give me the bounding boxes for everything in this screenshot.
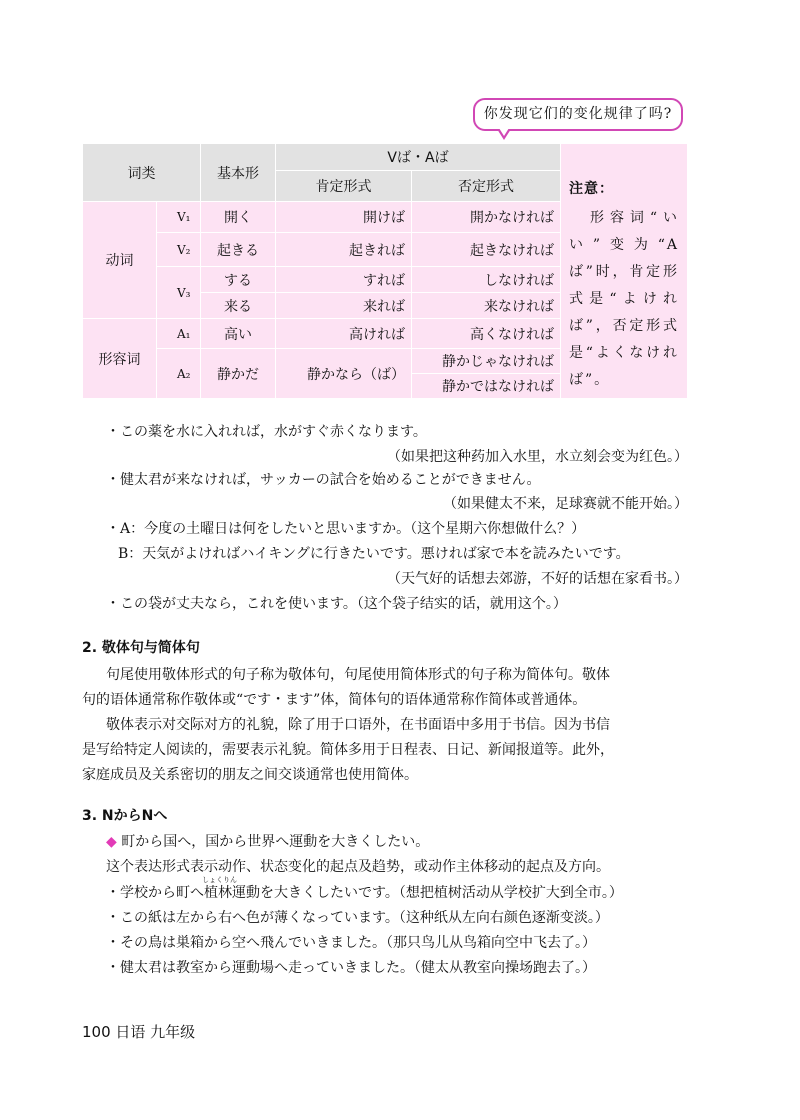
base-cell: 来る bbox=[201, 293, 276, 319]
base-cell: 高い bbox=[201, 319, 276, 349]
negative-cell: 開かなければ bbox=[412, 202, 561, 233]
diamond-icon: ◆ bbox=[106, 834, 117, 850]
note-body: 形容词“いい”变为“Aば”时，肯定形式是“よければ”，否定形式是“よくなければ”。 bbox=[569, 210, 679, 388]
negative-cell: 来なければ bbox=[412, 293, 561, 319]
paragraph: 敬体表示对交际对方的礼貌，除了用于口语外，在书面语中多用于书信。因为书信 bbox=[106, 717, 610, 733]
page-footer: 100 日语 九年级 bbox=[82, 1023, 196, 1041]
paragraph: 家庭成员及关系密切的朋友之间交谈通常也使用简体。 bbox=[82, 767, 418, 783]
class-adjective: 形容词 bbox=[83, 319, 157, 399]
paragraph: 是写给特定人阅读的，需要表示礼貌。简体多用于日程表、日记、新闻报道等。此外， bbox=[82, 742, 614, 758]
negative-cell: しなければ bbox=[412, 267, 561, 293]
example-jp: ・A：今度の土曜日は何をしたいと思いますか。（这个星期六你想做什么？） bbox=[106, 521, 586, 537]
example-jp: ・健太君が来なければ，サッカーの試合を始めることができません。 bbox=[106, 472, 541, 488]
example-jp: ・学校から町へ植林運動を大きくしたいです。（想把植树活动从学校扩大到全市。） bbox=[106, 885, 623, 901]
section-3-title: 3. NからNへ bbox=[82, 808, 168, 824]
positive-cell: 起きれば bbox=[276, 233, 412, 267]
example-jp: ・この紙は左から右へ色が薄くなっています。（这种纸从左向右颜色逐渐变淡。） bbox=[106, 910, 609, 926]
furigana: しょくりん bbox=[202, 876, 237, 884]
example-jp: ・健太君は教室から運動場へ走っていきました。（健太从教室向操场跑去了。） bbox=[106, 960, 596, 976]
example-jp: ・この袋が丈夫なら，これを使います。（这个袋子结实的话，就用这个。） bbox=[106, 596, 567, 612]
base-cell: 静かだ bbox=[201, 349, 276, 399]
example-cn: （如果健太不来，足球赛就不能开始。） bbox=[443, 496, 688, 512]
section-2-title: 2. 敬体句与简体句 bbox=[82, 640, 200, 656]
header-vba: Vば・Aば bbox=[276, 144, 561, 171]
header-positive: 肯定形式 bbox=[276, 171, 412, 202]
sub-v3: V₃ bbox=[157, 267, 201, 319]
pattern-line bbox=[106, 831, 429, 851]
sub-a2: A₂ bbox=[157, 349, 201, 399]
positive-cell: 来れば bbox=[276, 293, 412, 319]
class-verb: 动词 bbox=[83, 202, 157, 319]
positive-cell: すれば bbox=[276, 267, 412, 293]
negative-cell: 静かじゃなければ bbox=[412, 349, 561, 374]
negative-cell: 起きなければ bbox=[412, 233, 561, 267]
example-jp: ・この薬を水に入れれば，水がすぐ赤くなります。 bbox=[106, 424, 427, 440]
conjugation-table bbox=[82, 143, 688, 399]
base-cell: 起きる bbox=[201, 233, 276, 267]
base-cell: 開く bbox=[201, 202, 276, 233]
pattern-text: 町から国へ，国から世界へ運動を大きくしたい。 bbox=[121, 834, 430, 850]
bubble-text: 你发现它们的变化规律了吗? bbox=[473, 98, 683, 131]
negative-cell: 静かではなければ bbox=[412, 374, 561, 399]
header-base-form: 基本形 bbox=[201, 144, 276, 202]
paragraph: 句的语体通常称作敬体或“です・ます”体，简体句的语体通常称作简体或普通体。 bbox=[82, 692, 587, 708]
example-cn: （如果把这种药加入水里，水立刻会变为红色。） bbox=[387, 449, 688, 465]
base-cell: する bbox=[201, 267, 276, 293]
negative-cell: 高くなければ bbox=[412, 319, 561, 349]
positive-cell: 高ければ bbox=[276, 319, 412, 349]
header-word-class: 词类 bbox=[83, 144, 201, 202]
positive-cell: 開けば bbox=[276, 202, 412, 233]
note-title: 注意： bbox=[569, 181, 614, 197]
paragraph: 句尾使用敬体形式的句子称为敬体句，句尾使用简体形式的句子称为简体句。敬体 bbox=[106, 667, 610, 683]
pattern-description: 这个表达形式表示动作、状态变化的起点及趋势，或动作主体移动的起点及方向。 bbox=[106, 859, 610, 875]
example-cn: （天气好的话想去郊游，不好的话想在家看书。） bbox=[387, 571, 688, 587]
example-jp: B：天気がよければハイキングに行きたいです。悪ければ家で本を読みたいです。 bbox=[118, 546, 630, 562]
header-negative: 否定形式 bbox=[412, 171, 561, 202]
note-cell bbox=[561, 144, 688, 399]
example-jp: ・その鳥は巣箱から空へ飛んでいきました。（那只鸟儿从鸟箱向空中飞去了。） bbox=[106, 935, 596, 951]
sub-v2: V₂ bbox=[157, 233, 201, 267]
positive-cell: 静かなら（ば） bbox=[276, 349, 412, 399]
sub-a1: A₁ bbox=[157, 319, 201, 349]
sub-v1: V₁ bbox=[157, 202, 201, 233]
